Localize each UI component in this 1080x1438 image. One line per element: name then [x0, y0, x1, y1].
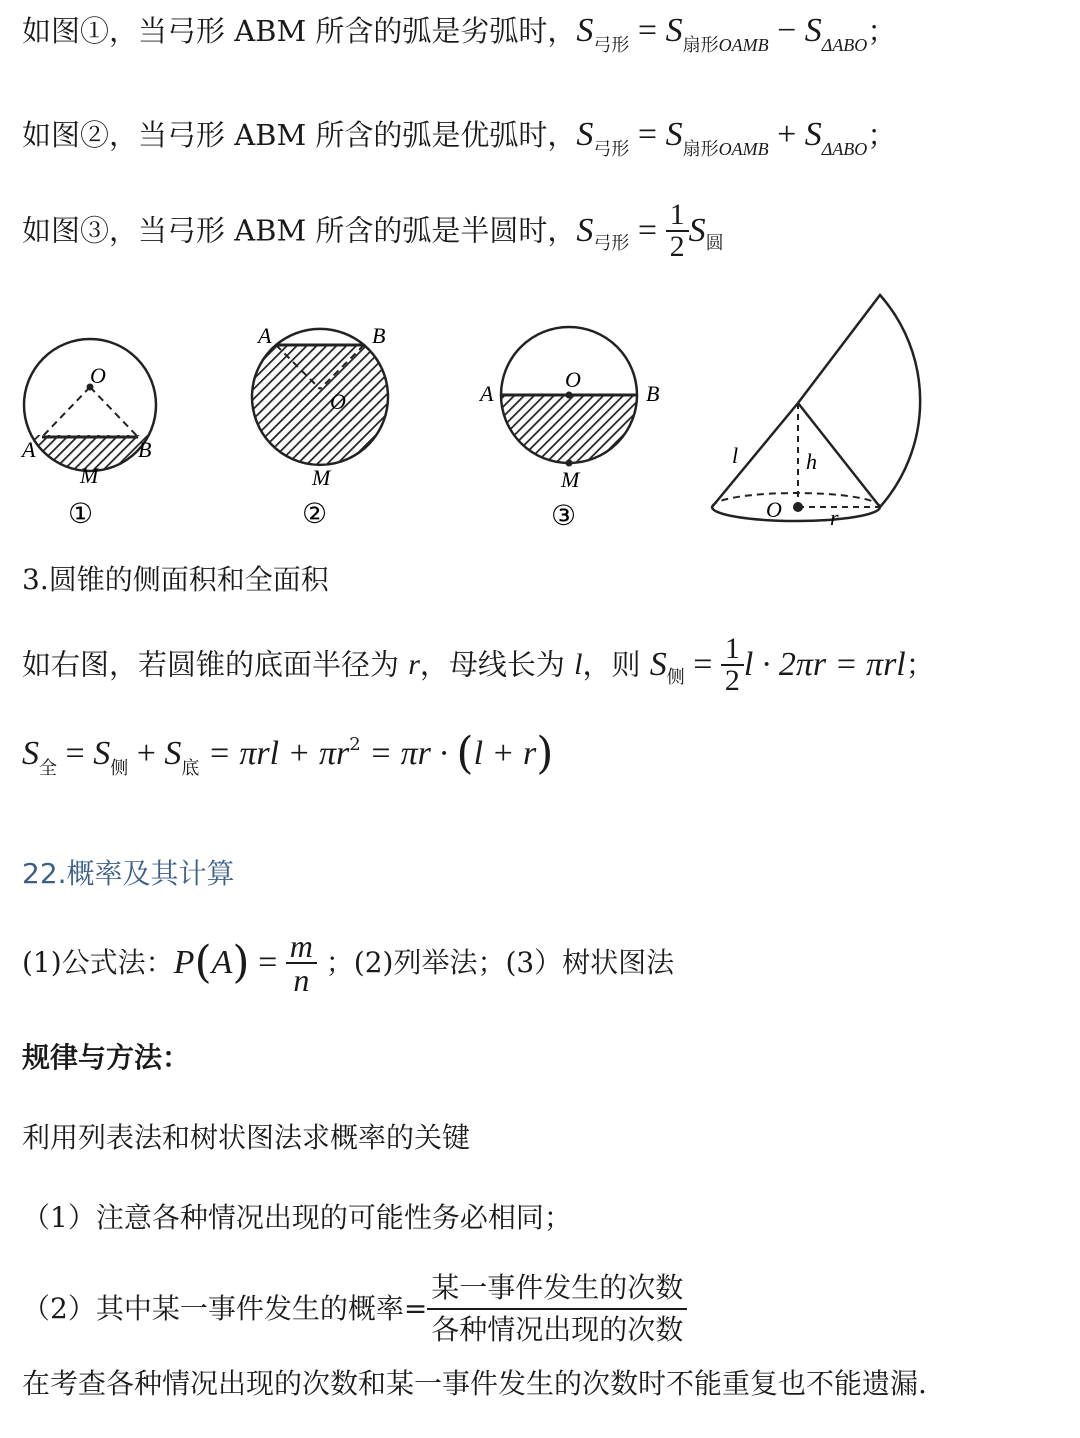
fig3-label-O: O: [565, 367, 581, 392]
section-probability-title: 22.概率及其计算: [22, 857, 235, 890]
cone-label-r: r: [830, 505, 839, 530]
line-superior-arc: 如图②，当弓形 ABM 所含的弧是优弧时，$S_{弓形} = S_{扇形OAMB} + S_{\Delta ABO}$；: [22, 116, 897, 160]
fig3-label-B: B: [646, 381, 660, 406]
cone-label-l: l: [732, 443, 739, 468]
fig3-number: ③: [551, 499, 577, 532]
figure-1-inferior-segment: [20, 339, 160, 530]
fig2-label-M: M: [312, 465, 331, 490]
cone-label-h: h: [806, 449, 817, 474]
rules-title: 规律与方法：: [22, 1041, 191, 1074]
fig3-label-M: M: [561, 467, 580, 492]
fig1-label-O: O: [90, 363, 106, 388]
fraction-m-over-n: $\frac{m}{n}$: [286, 930, 317, 996]
geometry-figures: [0, 285, 1080, 555]
fig3-label-A: A: [480, 381, 494, 406]
figure-3-semicircle: [478, 327, 659, 532]
fig1-label-M: M: [80, 463, 99, 488]
fraction-event-probability: $\frac{\text{某一事件发生的次数}}{\text{各种情况出现的次数}}$: [427, 1274, 687, 1344]
final-note: 在考查各种情况出现的次数和某一事件发生的次数时不能重复也不能遗漏.: [22, 1367, 927, 1400]
line-cone-full-area: $S_全 = S_侧 + S_底 = \pi rl + \pi r^2 = \pi r \cdot (l + r)$: [22, 728, 554, 779]
fig2-label-B: B: [372, 323, 386, 348]
fig2-label-O: O: [330, 389, 346, 414]
figure-2-superior-segment: [252, 323, 388, 530]
key-line: 利用列表法和树状图法求概率的关键: [22, 1121, 471, 1154]
fig1-label-A: A: [22, 437, 36, 462]
fig1-number: ①: [68, 497, 94, 530]
line-semicircle: 如图③，当弓形 ABM 所含的弧是半圆时，$S_{弓形}$ = $\frac{1}{2}$ $S_圆$: [22, 198, 724, 263]
fig1-label-B: B: [138, 437, 152, 462]
fraction-half-cone: $\frac{1}{2}$: [721, 634, 744, 696]
figure-cone-development: [712, 295, 920, 530]
fig2-label-A: A: [258, 323, 272, 348]
section-cone-title: 3.圆锥的侧面积和全面积: [22, 563, 329, 596]
line-probability-methods: (1)公式法：P(A) = $\frac{m}{n}$ ；(2)列举法；(3）树状图法: [22, 928, 675, 998]
fig2-number: ②: [302, 497, 328, 530]
line-cone-lateral: 如右图，若圆锥的底面半径为 r，母线长为 l，则 $S_侧$ = $\frac{1}{2}$ l · 2πr = πrl；: [22, 632, 935, 697]
line-inferior-arc: 如图①，当弓形 ABM 所含的弧是劣弧时，$S_{弓形} = S_{扇形OAMB} - S_{\Delta ABO}$；: [22, 12, 897, 56]
rule-item-2: （2）其中某一事件发生的概率= $\frac{\text{某一事件发生的次数}}{\text{各种情况出现的次数}}$: [22, 1274, 687, 1344]
cone-label-O: O: [766, 497, 782, 522]
rule-item-1: （1）注意各种情况出现的可能性务必相同；: [22, 1201, 572, 1234]
fraction-half: $\frac{1}{2}$: [666, 200, 689, 262]
